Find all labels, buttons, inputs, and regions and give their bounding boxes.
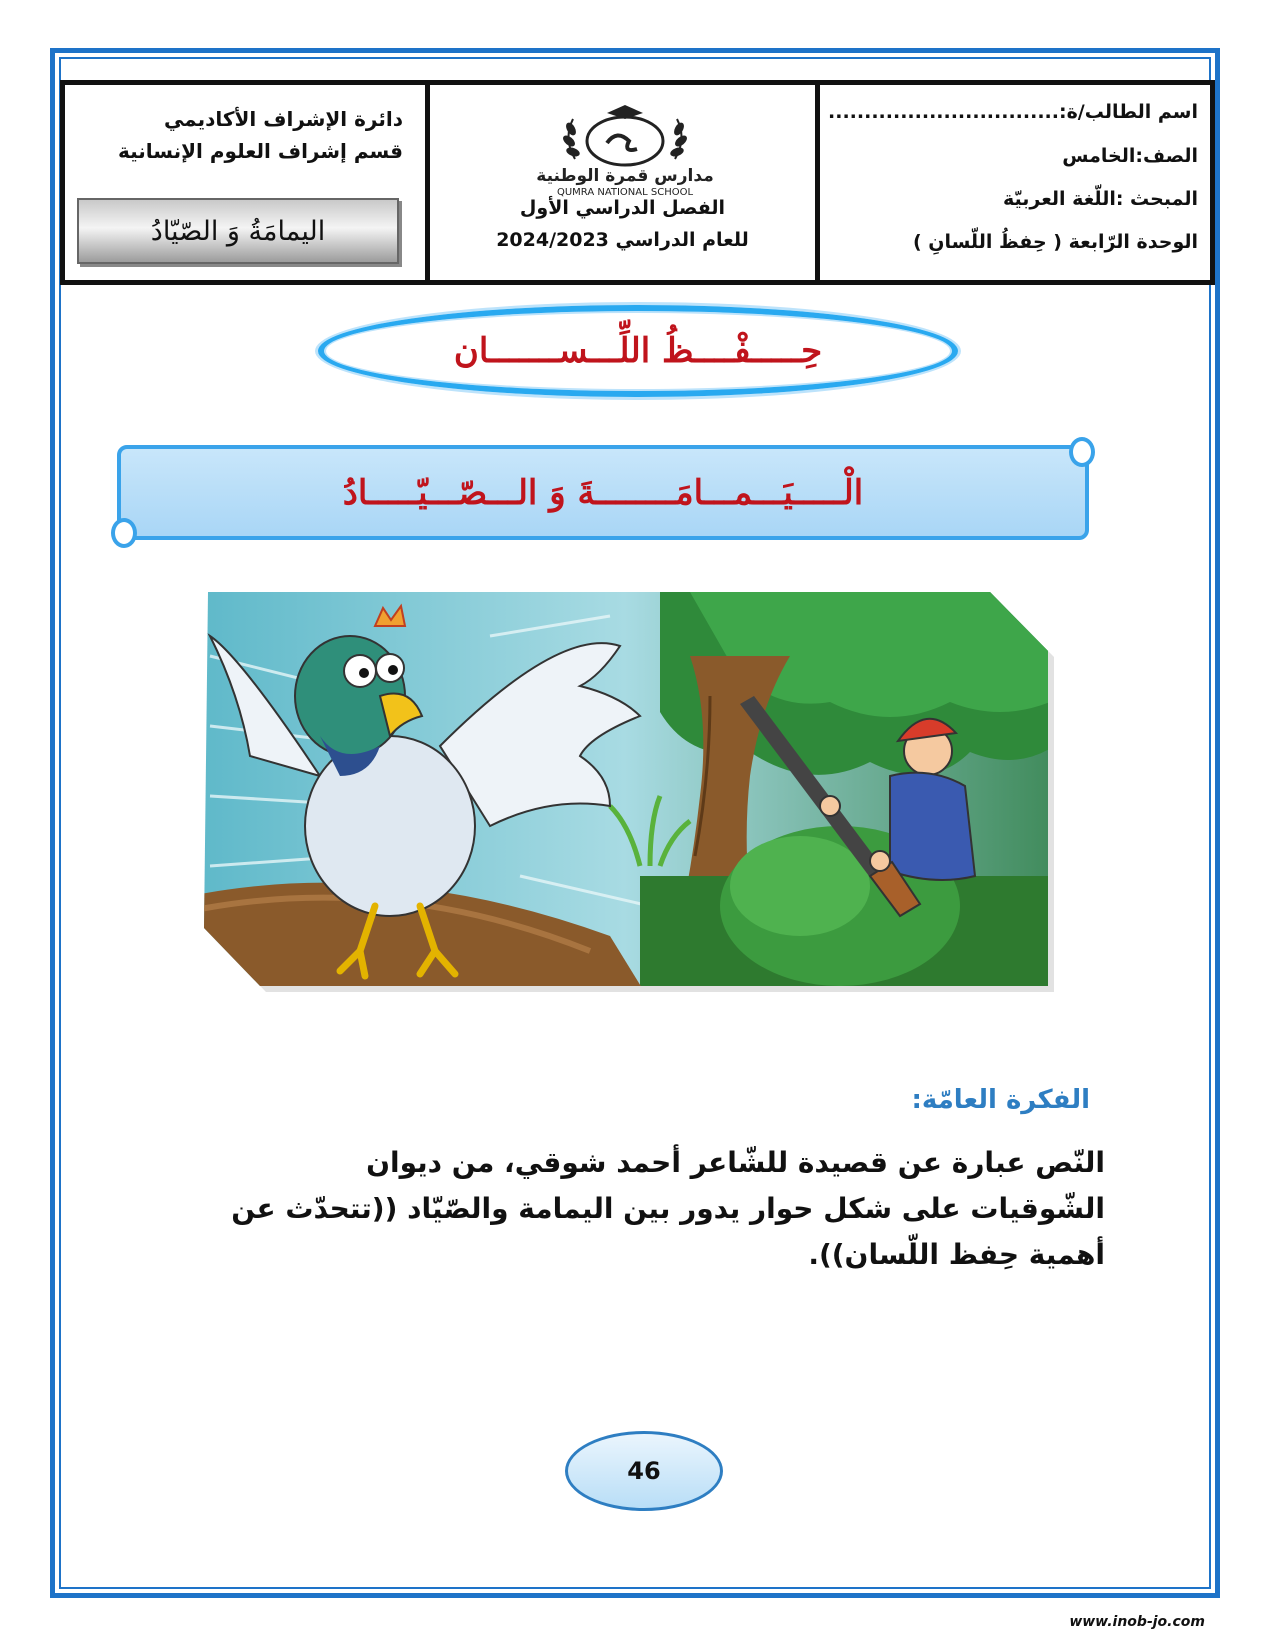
lesson-name-box: اليمامَةُ وَ الصّيّادُ (77, 198, 399, 264)
year-label: للعام الدراسي 2024/2023 (496, 229, 749, 251)
scroll-curl-icon (111, 518, 137, 548)
department-line2: قسم إشراف العلوم الإنسانية (117, 139, 403, 163)
general-idea-text: النّص عبارة عن قصيدة للشّاعر أحمد شوقي، من ديوان الشّوقيات على شكل حوار يدور بين اليمامة والصّيّاد ((تتحدّث عن أهمية حِفظ اللّسان)). (231, 1146, 1105, 1271)
subject-label: المبحث :اللّغة العربيّة (1002, 188, 1198, 210)
unit-title: حِـــــفْــــظُ اللِّـــســـــــان (453, 331, 823, 371)
footer-url: www.inob-jo.com (1069, 1614, 1205, 1630)
lesson-title: الْـــــيَـــمـــامَــــــــةَ وَ الـــصّـــيّـــــادُ (342, 472, 864, 513)
lesson-banner (117, 445, 1089, 540)
dove-and-hunter-illustration (190, 576, 1060, 1001)
unit-label: الوحدة الرّابعة ( حِفظُ اللّسانِ ) (912, 231, 1198, 253)
student-info-cell (815, 85, 1210, 280)
svg-text:مدارس قمرة الوطنية: مدارس قمرة الوطنية (536, 166, 714, 186)
department-line1: دائرة الإشراف الأكاديمي (163, 107, 403, 131)
svg-text:QUMRA NATIONAL SCHOOL: QUMRA NATIONAL SCHOOL (556, 187, 694, 198)
page-number: 46 (565, 1431, 723, 1511)
unit-title-ellipse (318, 305, 958, 397)
term-label: الفصل الدراسي الأول (519, 197, 726, 219)
header-table (60, 80, 1215, 285)
department-cell (65, 85, 425, 280)
school-logo-icon (435, 99, 815, 199)
grade-label: الصف:الخامس (1062, 145, 1198, 167)
student-name-label: اسم الطالب/ة:................................ (828, 101, 1198, 123)
general-idea-label: الفكرة العامّة: (911, 1085, 1090, 1115)
school-cell (425, 85, 815, 280)
scroll-curl-icon (1069, 437, 1095, 467)
